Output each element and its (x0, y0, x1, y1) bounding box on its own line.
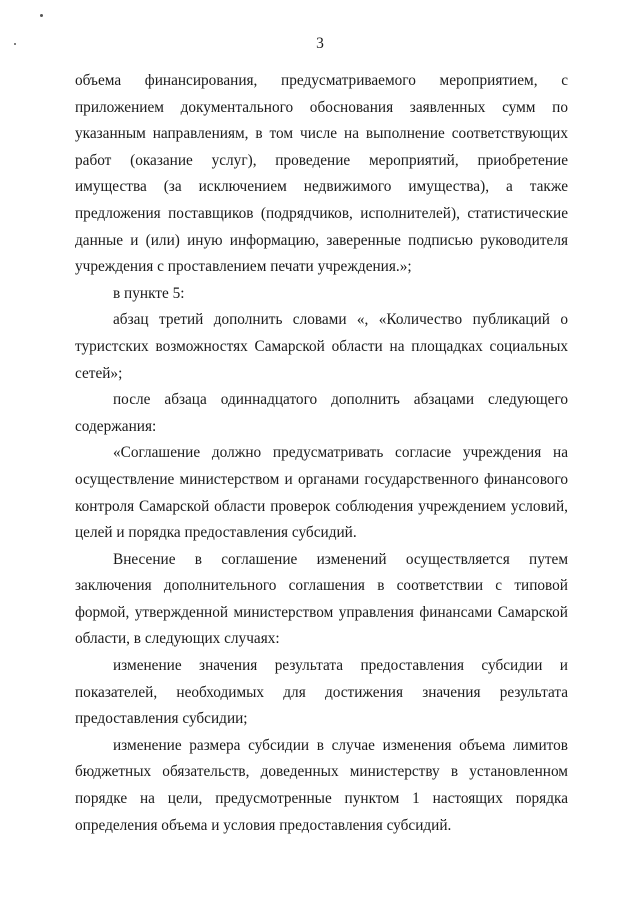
document-body (75, 68, 568, 839)
paragraph-agreement-consent: «Соглашение должно предусматривать согласие учреждения на осуществление министерством и органами государственного финансового контроля Самарской области проверок соблюдения учреждением условий, целей и порядка предоставления субсидий. (75, 444, 568, 542)
paragraph-case-result-change: изменение значения результата предоставления субсидии и показателей, необходимых для достижения значения результата предоставления субсидии; (75, 657, 568, 728)
paragraph-case-subsidy-size: изменение размера субсидии в случае изменения объема лимитов бюджетных обязательств, доведенных министерству в установленном порядке на цели, предусмотренные пунктом 1 настоящих порядка определения объема и условия предоставления субсидий. (75, 736, 568, 834)
paragraph-after-eleventh: после абзаца одиннадцатого дополнить абзацами следующего содержания: (75, 391, 568, 435)
paragraph-clause-5-intro: в пункте 5: (113, 284, 185, 302)
page-number: 3 (316, 35, 324, 52)
scan-speck (40, 14, 43, 17)
paragraph-third-abzats: абзац третий дополнить словами «, «Количество публикаций о туристских возможностях Самарской области на площадках социальных сетей»; (75, 311, 568, 382)
paragraph-continuation: объема финансирования, предусматриваемого мероприятием, с приложением документального обоснования заявленных сумм по указанным направлениям, в том числе на выполнение соответствующих работ (оказание услуг), проведение мероприятий, приобретение имущества (за исключением недвижимого имущества), а также предложения поставщиков (подрядчиков, исполнителей), статистические данные и (или) иную информацию, заверенные подписью руководителя учреждения с проставлением печати учреждения.»; (75, 72, 568, 276)
paragraph-agreement-changes: Внесение в соглашение изменений осуществляется путем заключения дополнительного соглашения в соответствии с типовой формой, утвержденной министерством управления финансами Самарской области, в следующих случаях: (75, 550, 568, 648)
